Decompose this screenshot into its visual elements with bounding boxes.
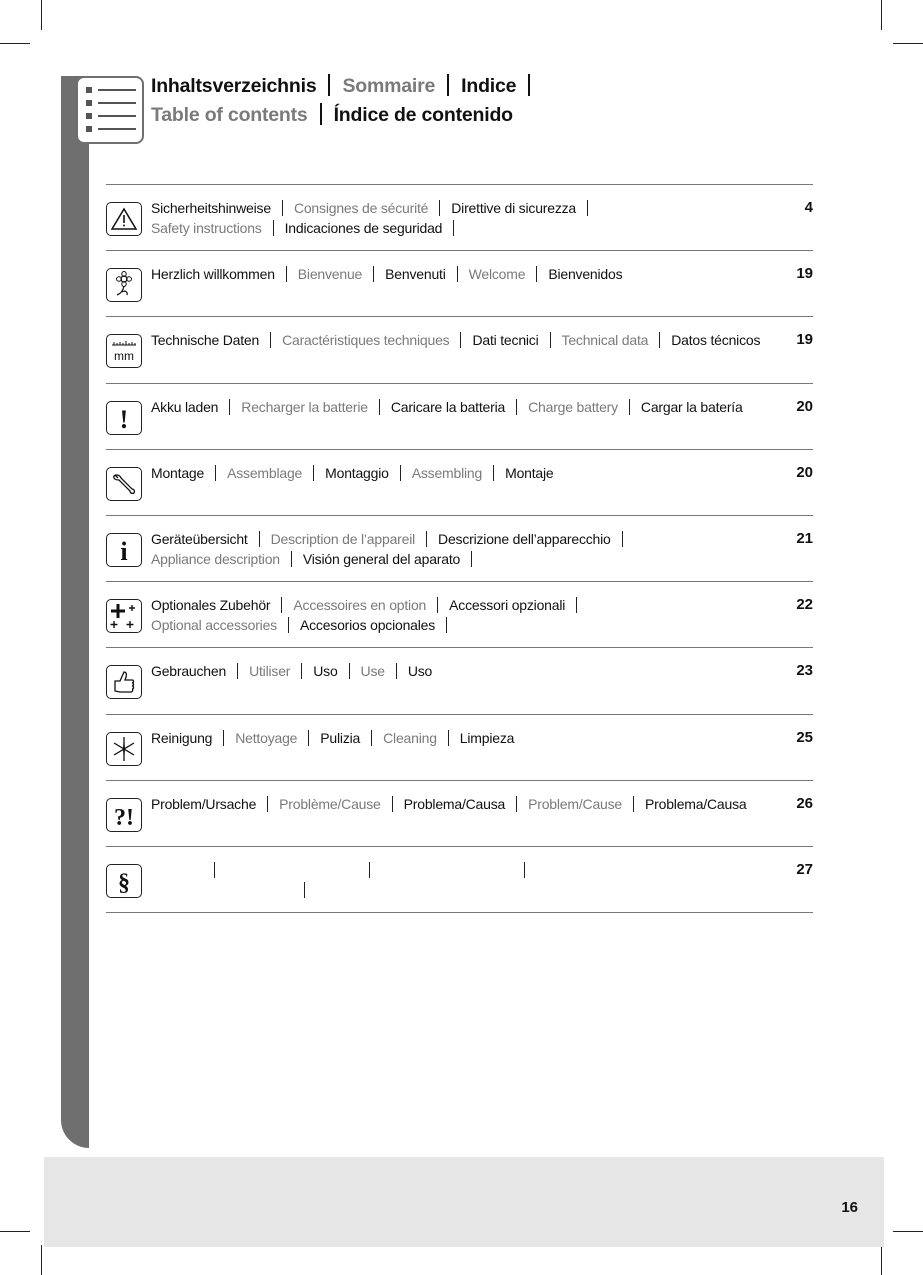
warning-icon <box>106 202 142 236</box>
page-title-line-2 <box>151 103 513 127</box>
toc-entry[interactable] <box>106 648 813 714</box>
crop-mark <box>881 1245 882 1275</box>
crop-mark <box>893 1231 923 1232</box>
entry-title: Geräteübersicht <box>151 531 248 547</box>
entry-title: Problème/Cause <box>279 796 381 812</box>
entry-title: Visión general del aparato <box>302 551 461 567</box>
entry-title: Uso <box>313 663 338 679</box>
entry-line <box>151 661 432 681</box>
entry-page-number: 19 <box>796 265 813 282</box>
crop-mark <box>0 43 30 44</box>
entry-line <box>151 595 588 615</box>
toc-entry[interactable] <box>106 781 813 847</box>
title-it: Indice <box>461 75 517 97</box>
entry-line <box>151 264 622 284</box>
crop-mark <box>881 0 882 30</box>
entry-title: Accessori opzionali <box>449 597 566 613</box>
entry-title: Direttive di sicurezza <box>451 200 577 216</box>
entry-title: Accesorios opcionales <box>299 617 436 633</box>
entry-line <box>151 218 599 238</box>
entry-text <box>151 330 760 350</box>
entry-title: Recharger la batterie <box>241 399 368 415</box>
toc-entry[interactable] <box>106 450 813 516</box>
entry-title: Datos técnicos <box>671 332 761 348</box>
entry-page-number: 25 <box>796 729 813 746</box>
entry-page-number: 4 <box>804 199 813 216</box>
toc-entry[interactable] <box>106 317 813 383</box>
entry-title: Appliance description <box>151 551 280 567</box>
title-fr: Sommaire <box>342 75 436 97</box>
crop-mark <box>41 0 42 30</box>
entry-title: Optionales Zubehör <box>151 597 271 613</box>
entry-page-number: 26 <box>796 795 813 812</box>
title-de: Inhaltsverzeichnis <box>151 75 317 97</box>
divider-line <box>106 912 813 913</box>
entry-title: Problem/Cause <box>528 796 623 812</box>
entry-text <box>151 860 536 900</box>
entry-title: Welcome <box>468 266 526 282</box>
entry-page-number: 20 <box>796 398 813 415</box>
entry-text <box>151 794 747 814</box>
entry-title: Cleaning <box>383 730 437 746</box>
entry-title: Optional accessories <box>151 617 277 633</box>
entry-title: Charge battery <box>528 399 618 415</box>
entry-line <box>151 728 514 748</box>
svg-text:?!: ?! <box>114 805 134 829</box>
entry-title: Descrizione dell’apparecchio <box>438 531 611 547</box>
entry-title: Limpieza <box>459 730 515 746</box>
toc-entry[interactable] <box>106 384 813 450</box>
exclamation-icon <box>106 401 142 435</box>
entry-line <box>151 549 634 569</box>
entry-title: Problema/Causa <box>403 796 506 812</box>
entry-text <box>151 463 554 483</box>
thumbs-up-icon <box>106 665 142 699</box>
entry-title: Problem/Ursache <box>151 796 257 812</box>
entry-title: Montaje <box>505 465 554 481</box>
entry-page-number: 19 <box>796 331 813 348</box>
entry-text <box>151 661 432 681</box>
entry-title: Gebrauchen <box>151 663 227 679</box>
entry-line <box>151 794 747 814</box>
question-exclamation-icon <box>106 798 142 832</box>
svg-text:i: i <box>120 537 128 564</box>
entry-title: Caricare la batteria <box>390 399 506 415</box>
entry-title: Use <box>360 663 385 679</box>
toc-entry[interactable] <box>106 251 813 317</box>
entry-title: Description de l’appareil <box>270 531 416 547</box>
page-footer <box>44 1157 884 1247</box>
entry-page-number: 22 <box>796 596 813 613</box>
crop-mark <box>0 1231 30 1232</box>
svg-text:!: ! <box>119 405 129 432</box>
entry-text <box>151 264 622 284</box>
entry-title: Problema/Causa <box>645 796 747 812</box>
toc-entry[interactable] <box>106 715 813 781</box>
entry-title: Nettoyage <box>235 730 298 746</box>
entry-text <box>151 595 588 635</box>
entry-title: Indicaciones de seguridad <box>284 220 443 236</box>
entry-page-number: 21 <box>796 530 813 547</box>
entry-line <box>151 198 599 218</box>
entry-title: Herzlich willkommen <box>151 266 275 282</box>
entry-title: Bienvenue <box>297 266 363 282</box>
entry-title: Assemblage <box>227 465 303 481</box>
svg-text:§: § <box>118 870 130 895</box>
entry-title: Akku laden <box>151 399 219 415</box>
entry-title: Consignes de sécurité <box>293 200 429 216</box>
toc-entry[interactable] <box>106 516 813 582</box>
svg-text:mm: mm <box>114 349 134 363</box>
entry-title: Reinigung <box>151 730 213 746</box>
plus-accessories-icon <box>106 599 142 633</box>
entry-title: Accessoires en option <box>293 597 427 613</box>
entry-text <box>151 397 743 417</box>
entry-page-number: 20 <box>796 464 813 481</box>
title-es: Índice de contenido <box>333 104 513 126</box>
entry-title: Montage <box>151 465 205 481</box>
wrench-icon <box>106 467 142 501</box>
entry-title: Assembling <box>411 465 483 481</box>
entry-line <box>151 330 760 350</box>
entry-title: Sicherheitshinweise <box>151 200 271 216</box>
crop-mark <box>893 43 923 44</box>
title-en: Table of contents <box>151 104 308 126</box>
ruler-mm-icon <box>106 334 142 368</box>
entry-title: Cargar la batería <box>640 399 743 415</box>
section-icon <box>106 864 142 898</box>
entry-line <box>151 397 743 417</box>
entry-title: Technical data <box>561 332 649 348</box>
list-icon <box>76 76 144 144</box>
page-number: 16 <box>841 1199 858 1216</box>
entry-title: Dati tecnici <box>472 332 539 348</box>
entry-title: Montaggio <box>325 465 389 481</box>
toc-entry[interactable] <box>106 847 813 913</box>
entry-title: Utiliser <box>249 663 291 679</box>
crop-mark <box>41 1245 42 1275</box>
entry-title: Benvenuti <box>385 266 446 282</box>
info-icon <box>106 533 142 567</box>
entry-title: Pulizia <box>320 730 361 746</box>
entry-title: Caractéristiques techniques <box>282 332 450 348</box>
entry-page-number: 23 <box>796 662 813 679</box>
entry-line <box>151 615 588 635</box>
entry-page-number: 27 <box>796 861 813 878</box>
entry-title: Uso <box>407 663 433 679</box>
flower-icon <box>106 268 142 302</box>
toc-entry[interactable] <box>106 185 813 251</box>
entry-title: Technische Daten <box>151 332 260 348</box>
entry-text <box>151 728 514 748</box>
entry-title: Safety instructions <box>151 220 262 236</box>
entry-title: Bienvenidos <box>548 266 623 282</box>
entry-text <box>151 198 599 238</box>
sparkle-icon <box>106 732 142 766</box>
sidebar-bar <box>61 76 89 1148</box>
entry-text <box>151 529 634 569</box>
toc-entry[interactable] <box>106 582 813 648</box>
page-title-line-1 <box>151 74 542 98</box>
entry-line <box>151 529 634 549</box>
entry-line <box>151 463 554 483</box>
